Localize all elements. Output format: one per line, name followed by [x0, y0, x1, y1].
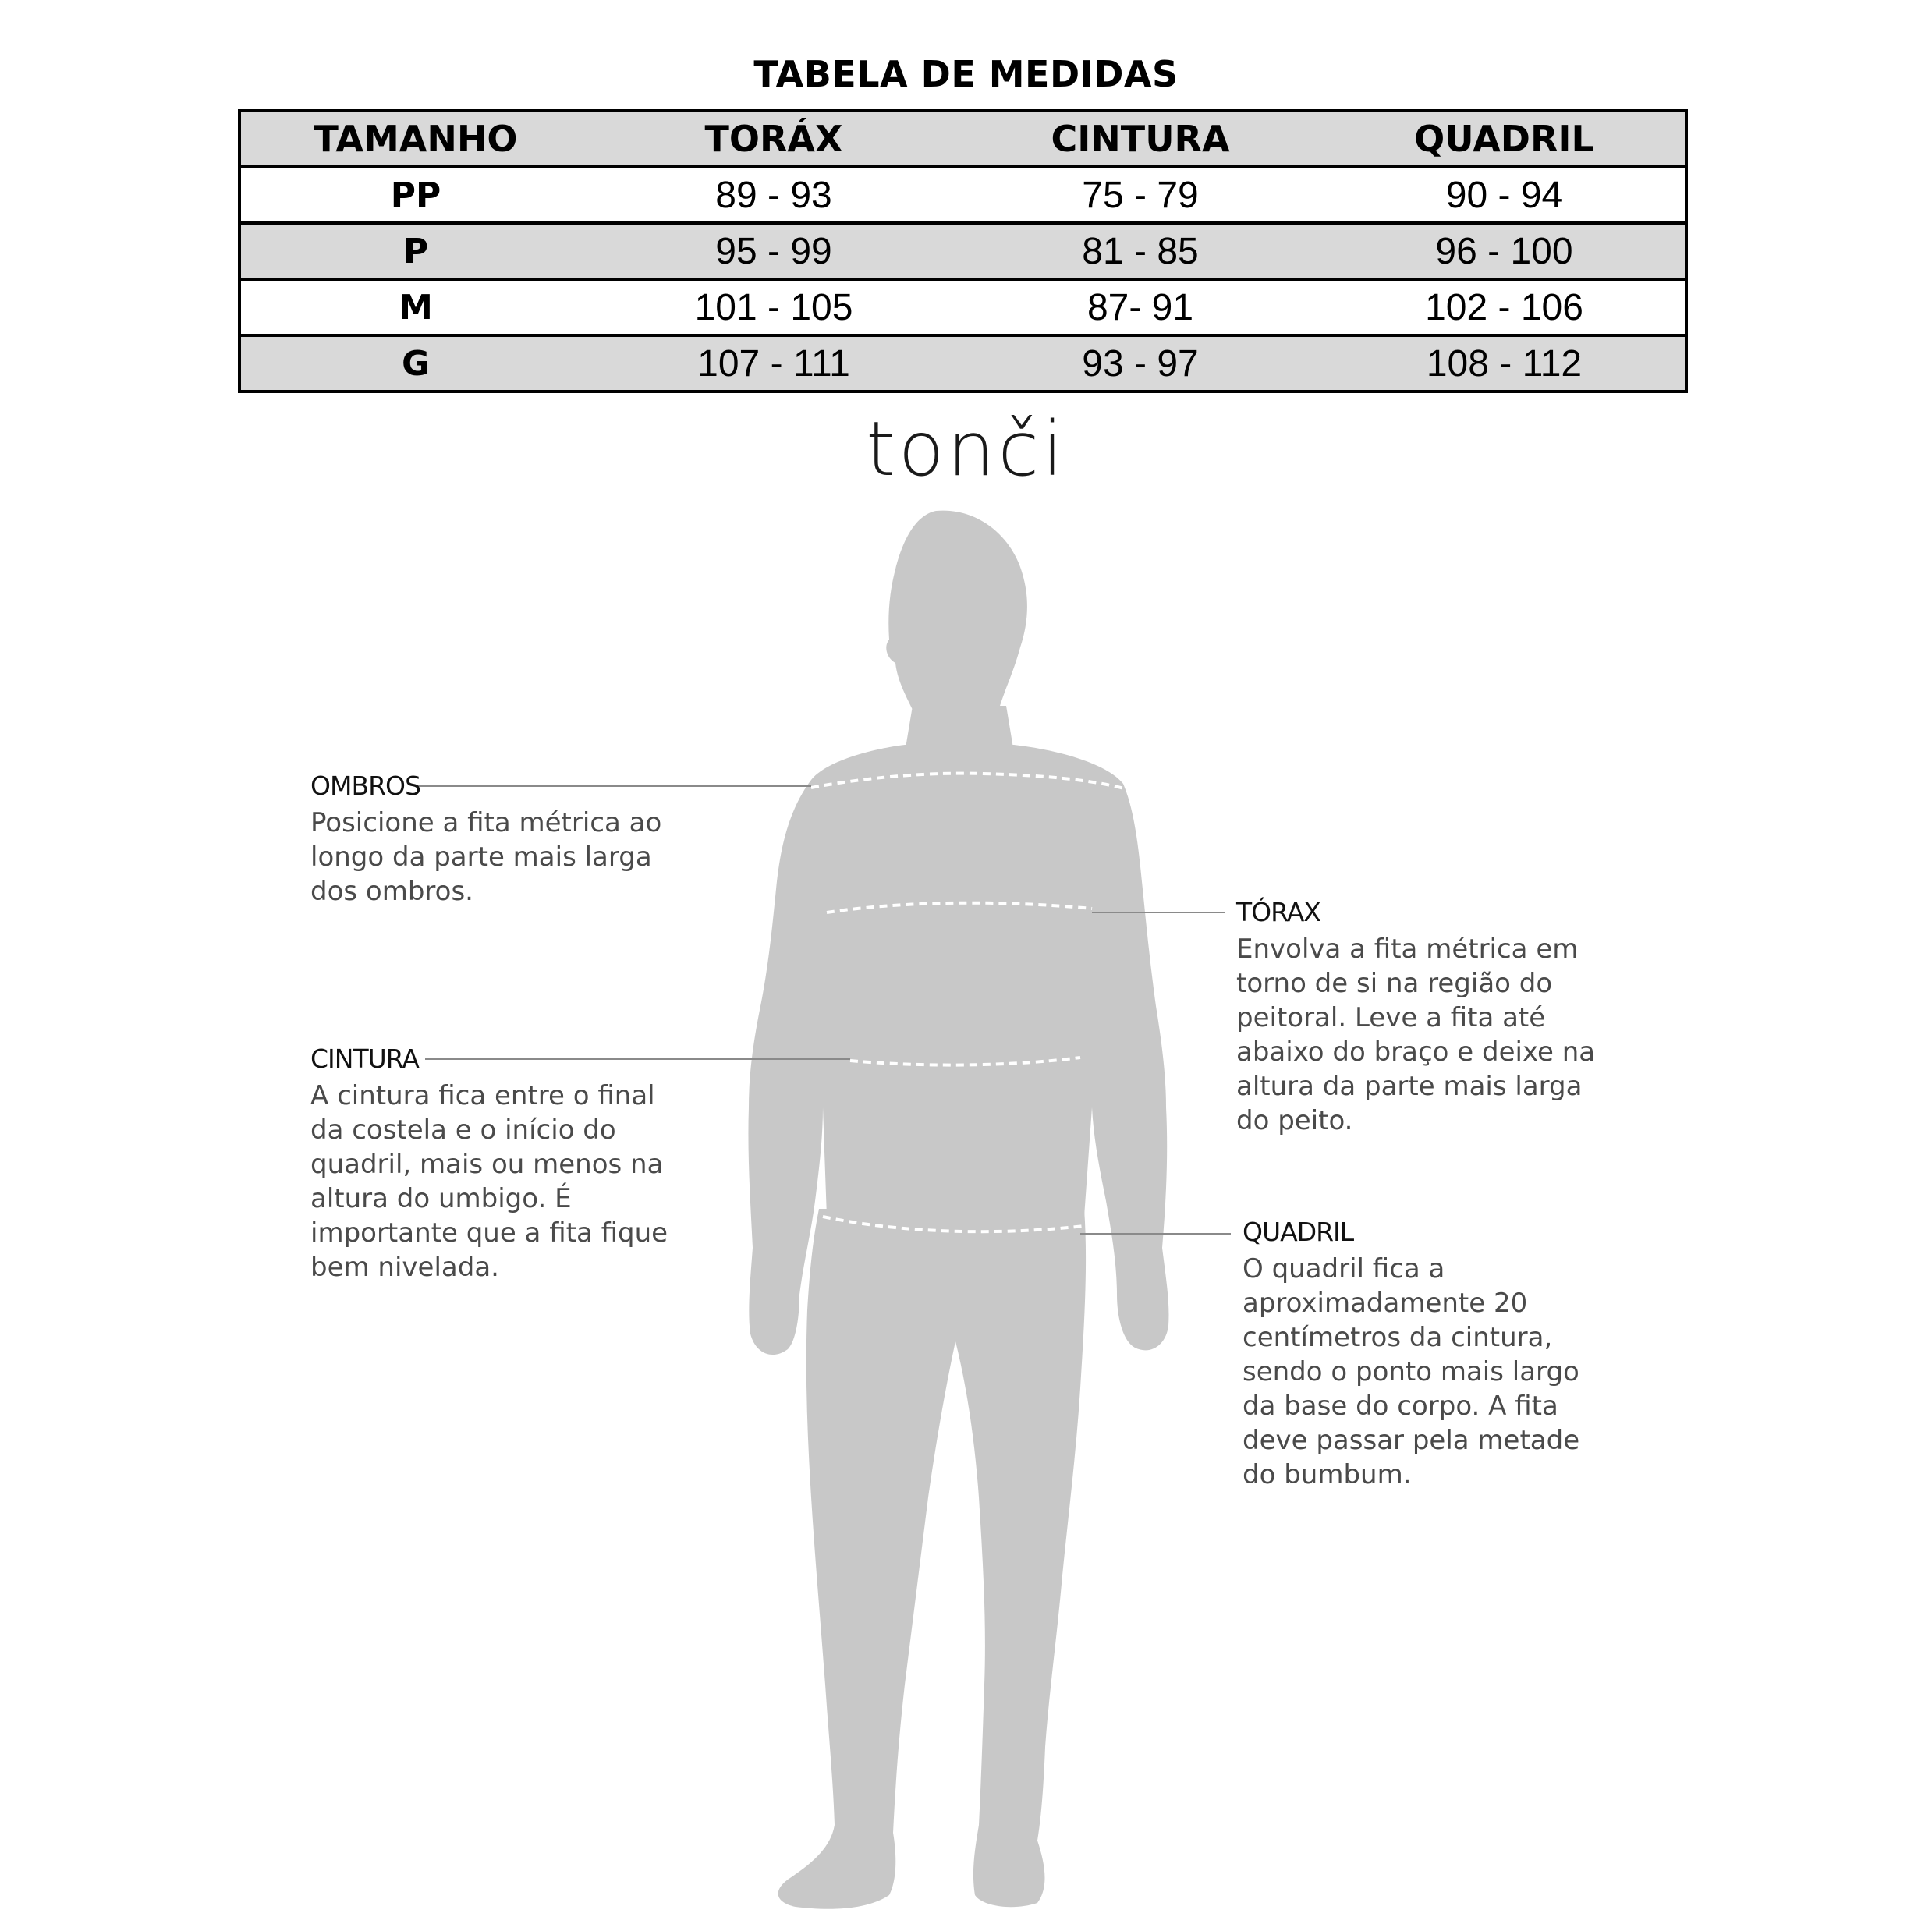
- brand-logo: tonči: [866, 406, 1066, 493]
- size-cell: PP: [239, 167, 590, 223]
- size-cell: P: [239, 223, 590, 279]
- callout-heading-ombros: OMBROS: [310, 771, 420, 801]
- torax-cell: 89 - 93: [590, 167, 957, 223]
- column-header-cintura: CINTURA: [957, 111, 1324, 167]
- column-header-torax: TORÁX: [590, 111, 957, 167]
- quadril-cell: 108 - 112: [1324, 335, 1686, 392]
- callout-text-torax: Envolva a fita métrica em torno de si na região do peitoral. Leve a fita até abaixo do braço e deixe na altura da parte mais larga do peito.: [1236, 934, 1596, 1136]
- callout-heading-quadril: QUADRIL: [1243, 1217, 1354, 1247]
- callout-text-cintura: A cintura fica entre o final da costela e o início do quadril, mais ou menos na altura do umbigo. É importante que a fita fique bem nivelada.: [310, 1080, 668, 1283]
- quadril-cell: 102 - 106: [1324, 279, 1686, 335]
- callout-ombros: [310, 771, 778, 909]
- callout-text-ombros: Posicione a fita métrica ao longo da parte mais larga dos ombros.: [310, 807, 662, 907]
- torax-cell: 95 - 99: [590, 223, 957, 279]
- cintura-cell: 93 - 97: [957, 335, 1324, 392]
- callout-torax: [1236, 897, 1720, 1138]
- cintura-cell: 75 - 79: [957, 167, 1324, 223]
- callout-heading-torax: TÓRAX: [1236, 897, 1320, 927]
- callout-text-quadril: O quadril fica a aproximadamente 20 centímetros da cintura, sendo o ponto mais largo da base do corpo. A fita deve passar pela metade do bumbum.: [1243, 1253, 1580, 1490]
- column-header-quadril: QUADRIL: [1324, 111, 1686, 167]
- quadril-cell: 96 - 100: [1324, 223, 1686, 279]
- torax-cell: 107 - 111: [590, 335, 957, 392]
- size-cell: G: [239, 335, 590, 392]
- cintura-cell: 87- 91: [957, 279, 1324, 335]
- silhouette: [748, 511, 1168, 1909]
- callout-heading-cintura: CINTURA: [310, 1043, 419, 1074]
- callout-cintura: [310, 1043, 778, 1284]
- cintura-cell: 81 - 85: [957, 223, 1324, 279]
- column-header-tamanho: TAMANHO: [239, 111, 590, 167]
- quadril-cell: 90 - 94: [1324, 167, 1686, 223]
- callout-quadril: [1243, 1217, 1710, 1492]
- page-title: TABELA DE MEDIDAS: [753, 53, 1179, 95]
- torax-cell: 101 - 105: [590, 279, 957, 335]
- size-cell: M: [239, 279, 590, 335]
